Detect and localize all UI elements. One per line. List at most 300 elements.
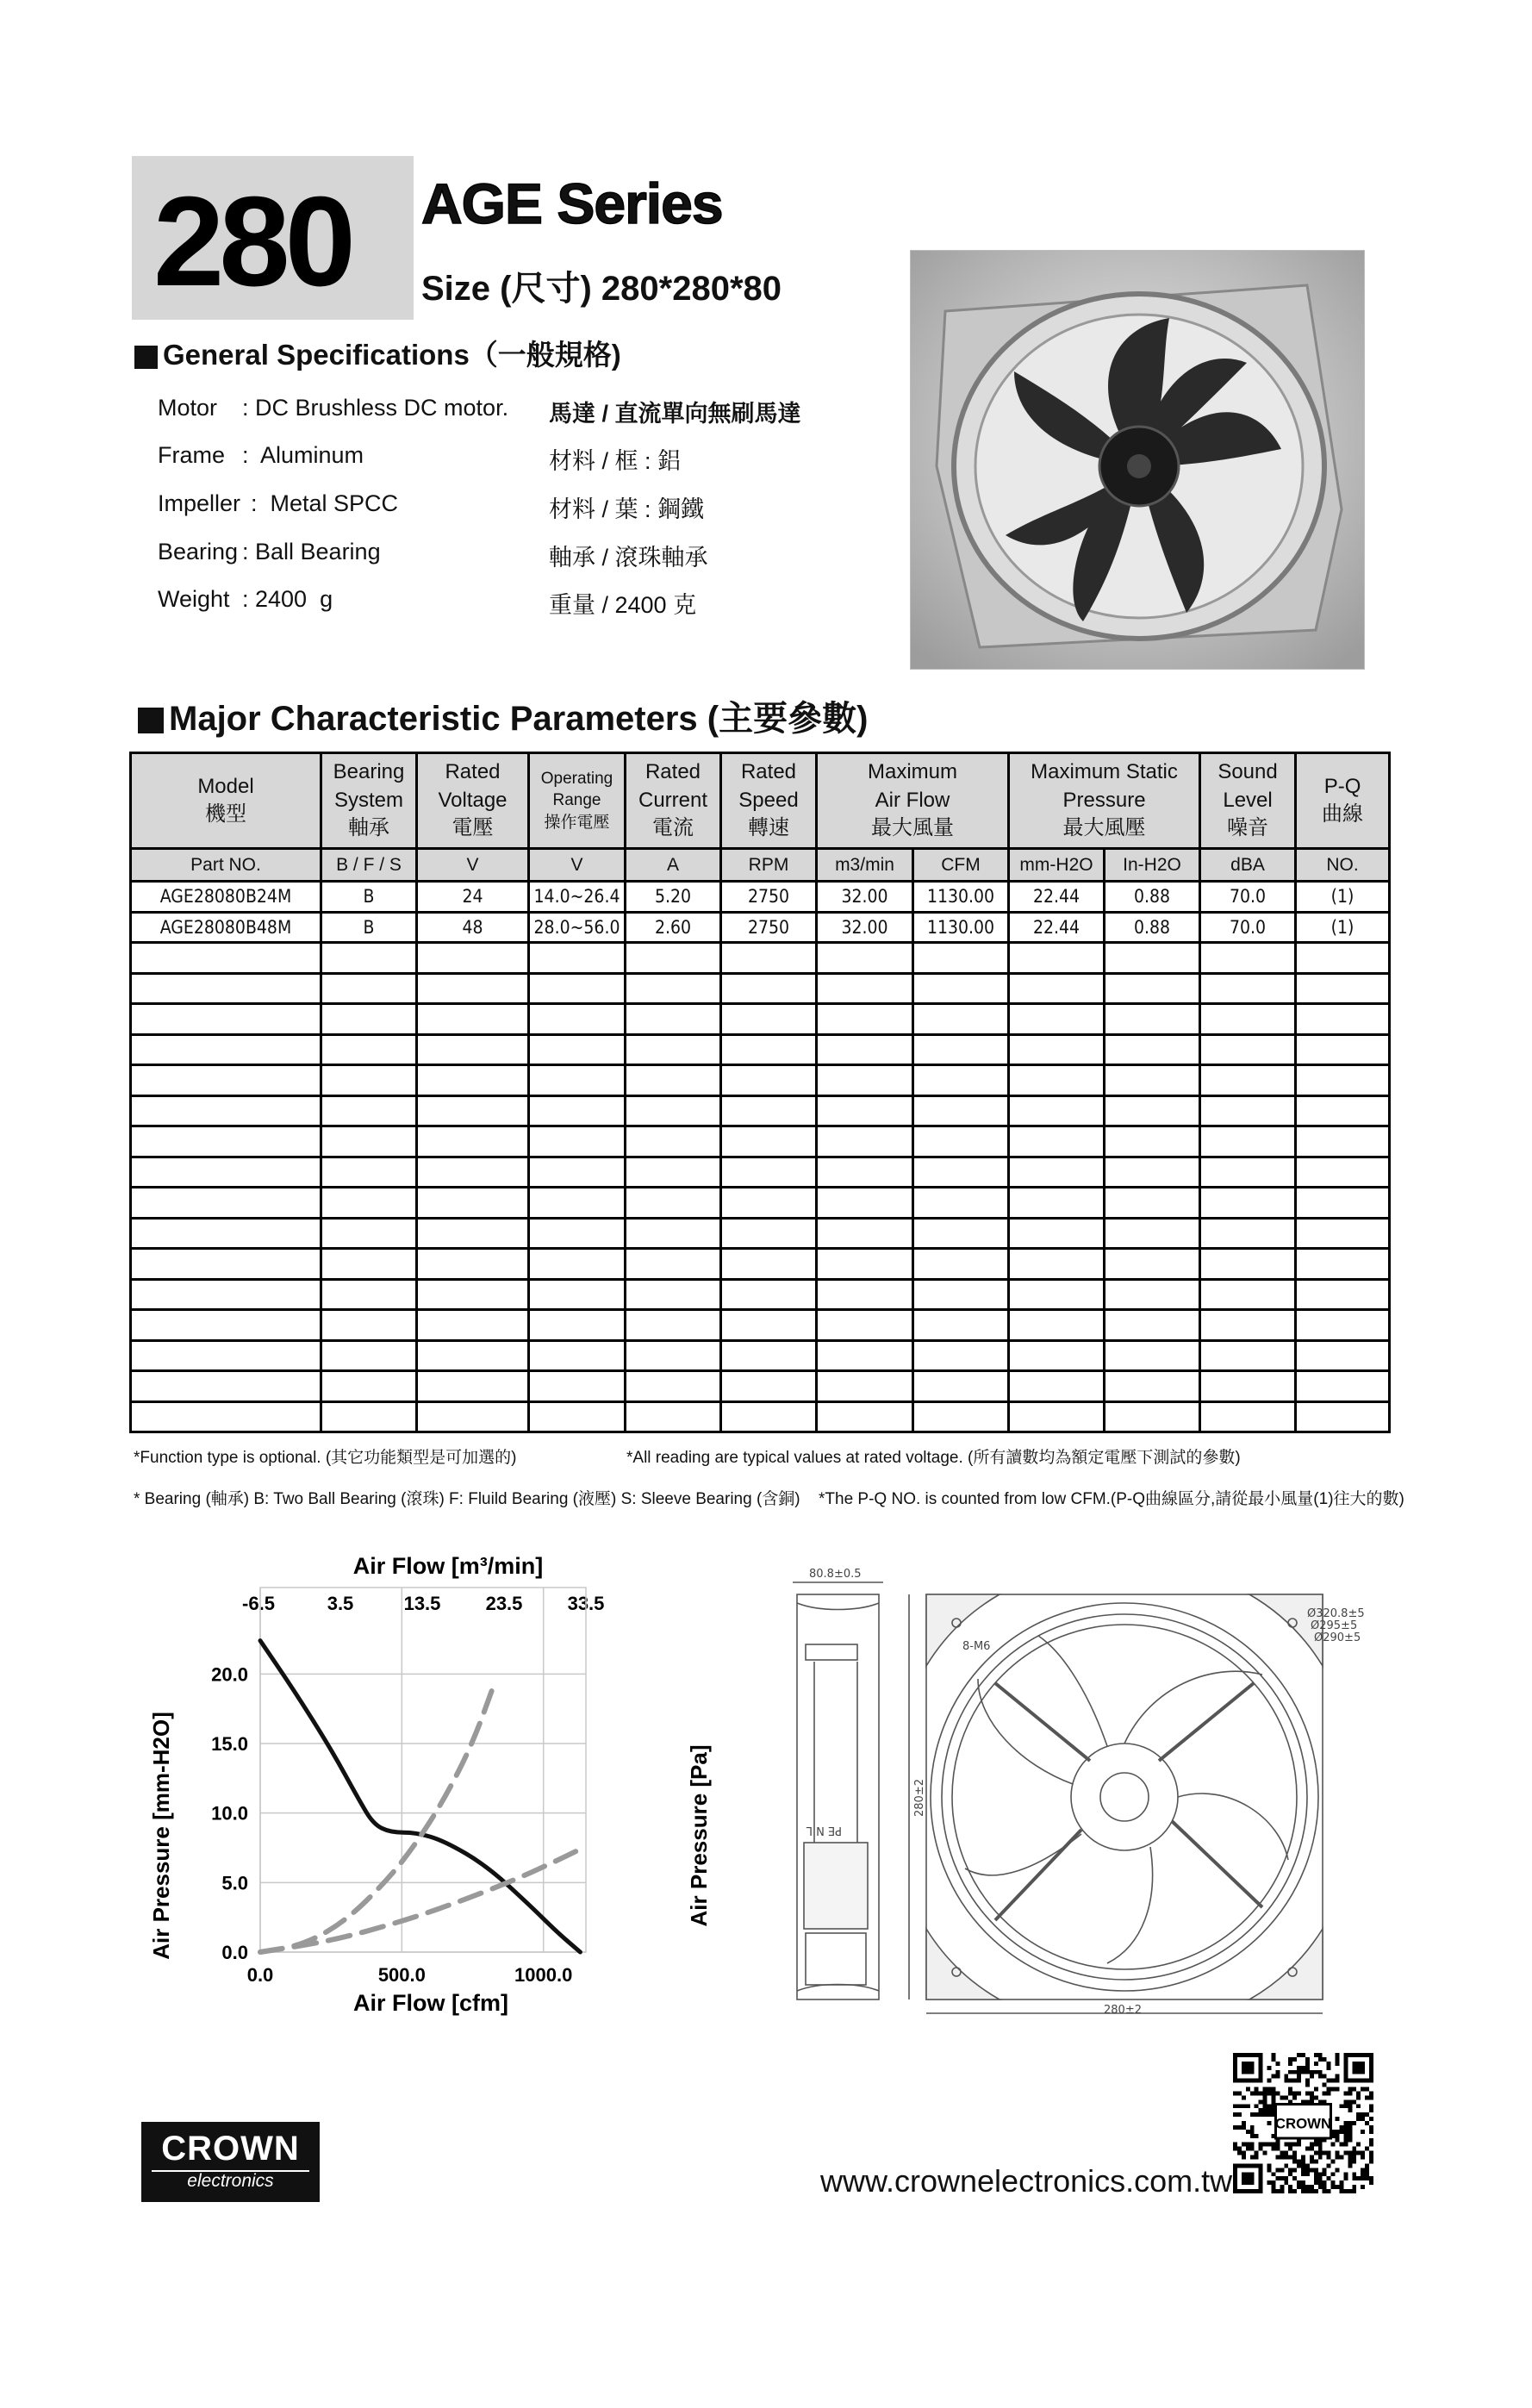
table-cell [817, 1371, 913, 1402]
front-corner [926, 1594, 1000, 1666]
table-cell [1200, 1340, 1296, 1371]
header-operating-range: Operating Range 操作電壓 [529, 753, 626, 849]
table-unit-row [131, 849, 1390, 882]
part-number: AGE28080B24M [131, 882, 321, 913]
table-cell [321, 1004, 417, 1035]
table-cell [417, 1004, 529, 1035]
spec-value-frame: : Aluminum [242, 442, 364, 468]
table-cell [913, 1034, 1009, 1065]
side-motor [806, 1933, 866, 1985]
table-cell [321, 1371, 417, 1402]
table-cell [626, 1157, 721, 1188]
top-tick-label: 23.5 [485, 1593, 523, 1614]
table-cell: 32.00 [817, 882, 913, 913]
table-cell [721, 1340, 817, 1371]
front-corner [1249, 1929, 1323, 1999]
table-cell: 1130.00 [913, 912, 1009, 943]
table-cell [721, 1218, 817, 1249]
blade-line [978, 1679, 1073, 1784]
table-cell [131, 1401, 321, 1432]
table-cell [913, 1340, 1009, 1371]
header-speed: Rated Speed 轉速 [721, 753, 817, 849]
table-cell [131, 1340, 321, 1371]
table-cell [1296, 1310, 1390, 1341]
table-cell: 24 [417, 882, 529, 913]
table-cell [417, 1340, 529, 1371]
table-cell: 28.0~56.0 [529, 912, 626, 943]
table-cell [1200, 1401, 1296, 1432]
table-cell: 0.88 [1105, 882, 1200, 913]
table-cell [913, 1157, 1009, 1188]
table-cell [626, 943, 721, 974]
unit-cell: V [417, 849, 529, 882]
table-cell: (1) [1296, 882, 1390, 913]
table-cell [1009, 1157, 1105, 1188]
table-cell [131, 1034, 321, 1065]
table-cell [817, 1188, 913, 1219]
ring-inner [952, 1625, 1297, 1969]
spec-value-impeller: : Metal SPCC [251, 490, 399, 516]
table-cell [131, 1004, 321, 1035]
table-cell [529, 1157, 626, 1188]
spec-zh-impeller: 材料 / 葉 : 鋼鐵 [549, 496, 705, 522]
front-corner [926, 1929, 1000, 1999]
brand-name: CROWN [161, 2130, 300, 2168]
table-cell [626, 1401, 721, 1432]
table-cell [529, 1126, 626, 1157]
spec-label-frame: Frame [158, 442, 226, 468]
table-cell [721, 1065, 817, 1096]
table-cell [721, 1401, 817, 1432]
table-cell [1296, 1004, 1390, 1035]
table-cell [131, 1157, 321, 1188]
table-row-empty [131, 1249, 1390, 1280]
unit-cell: In-H2O [1105, 849, 1200, 882]
table-row-empty [131, 1401, 1390, 1432]
table-cell [1009, 943, 1105, 974]
table-cell [1200, 943, 1296, 974]
table-cell [626, 1340, 721, 1371]
table-cell [417, 1371, 529, 1402]
table-cell [1296, 1218, 1390, 1249]
chart-x-ticks [247, 1964, 573, 1986]
table-cell [626, 1279, 721, 1310]
chart-y-ticks [211, 1663, 248, 1963]
website-url[interactable]: www.crownelectronics.com.tw [820, 2163, 1233, 2199]
header-voltage: Rated Voltage 電壓 [417, 753, 529, 849]
table-cell [1296, 1065, 1390, 1096]
table-cell [417, 1034, 529, 1065]
table-cell [913, 1249, 1009, 1280]
blade-line [1178, 1794, 1288, 1860]
table-row-empty [131, 943, 1390, 974]
table-cell [321, 1218, 417, 1249]
spec-label-weight: Weight [158, 586, 230, 612]
table-cell [913, 943, 1009, 974]
table-cell [1200, 1157, 1296, 1188]
table-cell [529, 1279, 626, 1310]
table-cell [417, 1157, 529, 1188]
table-cell [913, 1126, 1009, 1157]
table-cell [1200, 1371, 1296, 1402]
table-row-empty [131, 1004, 1390, 1035]
table-cell: 32.00 [817, 912, 913, 943]
table-cell [1009, 1126, 1105, 1157]
table-cell [626, 1065, 721, 1096]
y-tick-label: 10.0 [211, 1802, 248, 1825]
table-cell [529, 1004, 626, 1035]
table-cell [817, 973, 913, 1004]
table-cell [131, 1279, 321, 1310]
table-cell [321, 1126, 417, 1157]
y-tick-label: 5.0 [221, 1872, 248, 1894]
header-bearing: Bearing System 軸承 [321, 753, 417, 849]
table-cell [131, 1065, 321, 1096]
table-cell: 2750 [721, 882, 817, 913]
table-cell [321, 1065, 417, 1096]
table-cell [721, 1249, 817, 1280]
table-cell [913, 1095, 1009, 1126]
table-row [131, 912, 1390, 943]
table-cell [321, 1188, 417, 1219]
table-cell [131, 1095, 321, 1126]
table-cell: 22.44 [1009, 912, 1105, 943]
table-cell [1200, 1126, 1296, 1157]
unit-cell: A [626, 849, 721, 882]
dim-bolt: 8-M6 [962, 1640, 991, 1653]
system-curve-line [260, 1681, 495, 1952]
table-cell [817, 1279, 913, 1310]
table-cell [417, 943, 529, 974]
table-cell [1105, 1034, 1200, 1065]
table-cell [721, 1095, 817, 1126]
empty-rows [131, 943, 1390, 1432]
table-cell [1105, 1065, 1200, 1096]
major-params-heading-text: Major Characteristic Parameters (主要參數) [169, 700, 869, 738]
fan-photo [910, 250, 1365, 670]
table-cell: 5.20 [626, 882, 721, 913]
x-tick-label: 0.0 [246, 1964, 274, 1986]
spec-zh-frame: 材料 / 框 : 鋁 [549, 448, 682, 474]
table-cell [1105, 1340, 1200, 1371]
mechanical-drawing [780, 1558, 1366, 2024]
table-row-empty [131, 1340, 1390, 1371]
strut [995, 1830, 1081, 1920]
table-row-empty [131, 1095, 1390, 1126]
table-cell [817, 1249, 913, 1280]
table-cell [913, 1401, 1009, 1432]
table-cell [529, 1095, 626, 1126]
qr-code-icon [1232, 2053, 1374, 2193]
table-cell: 22.44 [1009, 882, 1105, 913]
header-sound: Sound Level 噪音 [1200, 753, 1296, 849]
table-cell [131, 1249, 321, 1280]
table-cell [1296, 973, 1390, 1004]
table-cell [817, 943, 913, 974]
front-frame [926, 1594, 1323, 1999]
table-cell [913, 1188, 1009, 1219]
note-bearing: * Bearing (軸承) B: Two Ball Bearing (滾珠) F: Fluild Bearing (液壓) S: Sleeve Bearing (含銅) [134, 1490, 800, 1508]
hub-inner [1100, 1773, 1149, 1821]
table-cell: B [321, 912, 417, 943]
table-cell [817, 1095, 913, 1126]
table-cell [1105, 1218, 1200, 1249]
table-cell [321, 1249, 417, 1280]
unit-cell: m3/min [817, 849, 913, 882]
table-header-row [131, 753, 1390, 849]
unit-cell: dBA [1200, 849, 1296, 882]
table-cell [913, 1310, 1009, 1341]
note-reading: *All reading are typical values at rated voltage. (所有讀數均為額定電壓下測試的參數) [626, 1449, 1241, 1467]
table-cell [913, 973, 1009, 1004]
table-cell [417, 1126, 529, 1157]
table-cell [1105, 1249, 1200, 1280]
table-cell [1009, 1218, 1105, 1249]
table-row-empty [131, 1034, 1390, 1065]
table-cell [529, 1034, 626, 1065]
table-row-empty [131, 1188, 1390, 1219]
table-row-empty [131, 1279, 1390, 1310]
table-cell [1009, 1004, 1105, 1035]
top-tick-label: 13.5 [403, 1593, 441, 1614]
table-row-empty [131, 1126, 1390, 1157]
series-title: AGE Series [421, 172, 723, 235]
general-spec-heading [134, 333, 621, 373]
table-cell [321, 943, 417, 974]
table-cell [1200, 1218, 1296, 1249]
table-cell [131, 943, 321, 974]
table-cell [1009, 1279, 1105, 1310]
side-flange [797, 1603, 879, 1610]
table-cell [1009, 1371, 1105, 1402]
table-cell [1296, 1188, 1390, 1219]
table-cell [417, 1249, 529, 1280]
table-cell [626, 1004, 721, 1035]
table-row-empty [131, 1157, 1390, 1188]
table-cell [626, 1126, 721, 1157]
table-cell [1105, 1310, 1200, 1341]
table-cell [721, 1157, 817, 1188]
table-cell [721, 1188, 817, 1219]
table-cell [1009, 1340, 1105, 1371]
table-cell [321, 1034, 417, 1065]
dim-w: 280±2 [1104, 2004, 1142, 2017]
table-cell [1200, 1279, 1296, 1310]
table-cell [1009, 1095, 1105, 1126]
table-cell [1009, 1034, 1105, 1065]
table-cell [417, 1310, 529, 1341]
terminal-label: PE N L [806, 1824, 842, 1837]
table-cell [721, 1279, 817, 1310]
header-pq: P-Q 曲線 [1296, 753, 1390, 849]
unit-cell: V [529, 849, 626, 882]
table-cell: 70.0 [1200, 912, 1296, 943]
table-cell [1296, 1034, 1390, 1065]
table-cell [1200, 973, 1296, 1004]
table-cell [1200, 1188, 1296, 1219]
pq-chart [138, 1543, 793, 2025]
table-cell [417, 1279, 529, 1310]
table-row-empty [131, 973, 1390, 1004]
x-tick-label: 1000.0 [514, 1964, 573, 1986]
unit-cell: Part NO. [131, 849, 321, 882]
table-cell [817, 1065, 913, 1096]
chart-series [260, 1641, 586, 1952]
dim-h: 280±2 [913, 1779, 926, 1817]
table-cell [417, 1218, 529, 1249]
table-cell [817, 1034, 913, 1065]
table-cell [721, 1034, 817, 1065]
unit-cell: B / F / S [321, 849, 417, 882]
table-cell [1296, 1095, 1390, 1126]
table-cell [626, 973, 721, 1004]
table-cell [529, 1310, 626, 1341]
table-cell [1009, 1249, 1105, 1280]
chart-top-xlabel: Air Flow [m³/min] [352, 1553, 544, 1579]
table-cell [626, 1095, 721, 1126]
table-cell [1009, 1401, 1105, 1432]
table-cell [529, 943, 626, 974]
table-cell [626, 1310, 721, 1341]
table-cell [417, 973, 529, 1004]
chart-top-ticks [242, 1593, 604, 1614]
part-number: AGE28080B48M [131, 912, 321, 943]
table-cell [913, 1004, 1009, 1035]
table-cell [913, 1065, 1009, 1096]
top-tick-label: 3.5 [327, 1593, 354, 1614]
table-cell [913, 1218, 1009, 1249]
strut [995, 1683, 1090, 1761]
top-tick-label: -6.5 [242, 1593, 275, 1614]
table-cell [817, 1218, 913, 1249]
spec-value-bearing: : Ball Bearing [242, 539, 381, 565]
table-cell: 70.0 [1200, 882, 1296, 913]
table-cell [1009, 1065, 1105, 1096]
table-cell [721, 1371, 817, 1402]
table-cell [817, 1157, 913, 1188]
chart-xlabel: Air Flow [cfm] [353, 1990, 508, 2016]
table-cell [529, 1371, 626, 1402]
table-cell [1296, 1371, 1390, 1402]
table-cell [131, 1310, 321, 1341]
table-cell [1009, 1310, 1105, 1341]
table-cell [529, 1340, 626, 1371]
table-cell [529, 1188, 626, 1219]
table-cell [913, 1279, 1009, 1310]
x-tick-label: 500.0 [377, 1964, 426, 1986]
chart-grid [260, 1588, 586, 1952]
table-cell [1296, 1401, 1390, 1432]
table-cell [1105, 943, 1200, 974]
spec-label-bearing: Bearing [158, 539, 239, 565]
general-spec-heading-text: General Specifications（一般規格) [163, 339, 621, 371]
table-cell: 48 [417, 912, 529, 943]
unit-cell: RPM [721, 849, 817, 882]
table-cell [1105, 1095, 1200, 1126]
table-cell [1009, 1188, 1105, 1219]
table-cell: (1) [1296, 912, 1390, 943]
terminal-box [804, 1843, 868, 1929]
model-number: 280 [153, 171, 351, 313]
square-bullet-icon [138, 708, 164, 733]
crown-logo [141, 2122, 320, 2202]
table-cell [131, 1126, 321, 1157]
header-model: Model 機型 [131, 753, 321, 849]
chart-right-ylabel: Air Pressure [Pa] [686, 1744, 712, 1927]
table-cell [321, 1095, 417, 1126]
table-cell [131, 1188, 321, 1219]
ring-mid [942, 1614, 1307, 1980]
table-cell [1296, 1279, 1390, 1310]
side-rib [806, 1644, 857, 1660]
table-cell [1009, 973, 1105, 1004]
table-cell [626, 1218, 721, 1249]
unit-cell: NO. [1296, 849, 1390, 882]
brand-sub: electronics [152, 2170, 309, 2191]
square-bullet-icon [134, 346, 158, 369]
spec-zh-weight: 重量 / 2400 克 [549, 592, 697, 618]
table-cell: 0.88 [1105, 912, 1200, 943]
table-cell [321, 1157, 417, 1188]
table-cell [1200, 1095, 1296, 1126]
table-cell [1200, 1034, 1296, 1065]
table-cell: 2.60 [626, 912, 721, 943]
table-cell [1296, 943, 1390, 974]
table-cell: 14.0~26.4 [529, 882, 626, 913]
table-cell [1105, 1371, 1200, 1402]
table-cell [131, 973, 321, 1004]
chart-ylabel: Air Pressure [mm-H2O] [148, 1712, 174, 1960]
qr-label: CROWN [1274, 2115, 1332, 2132]
table-cell [1105, 1126, 1200, 1157]
table-cell [1200, 1004, 1296, 1035]
table-cell [321, 973, 417, 1004]
table-row-empty [131, 1371, 1390, 1402]
table-cell [817, 1310, 913, 1341]
spec-label-motor: Motor [158, 395, 218, 421]
fan-image-icon [911, 251, 1364, 669]
table-cell [1296, 1157, 1390, 1188]
pq-curve-line [260, 1641, 580, 1952]
table-row-empty [131, 1218, 1390, 1249]
strut [1159, 1683, 1254, 1761]
spec-label-impeller: Impeller [158, 490, 241, 516]
y-tick-label: 20.0 [211, 1663, 248, 1686]
table-cell [529, 1249, 626, 1280]
dim-width: 80.8±0.5 [809, 1568, 862, 1581]
table-cell [1296, 1249, 1390, 1280]
table-cell [131, 1371, 321, 1402]
table-cell [817, 1340, 913, 1371]
table-cell [626, 1249, 721, 1280]
table-cell [529, 1218, 626, 1249]
table-cell [1296, 1340, 1390, 1371]
ring-outer [931, 1603, 1318, 1991]
table-cell [721, 943, 817, 974]
dim-d2: Ø295±5 [1311, 1619, 1358, 1632]
table-cell [817, 1004, 913, 1035]
table-cell [913, 1371, 1009, 1402]
major-params-heading [138, 691, 868, 740]
table-cell [1200, 1249, 1296, 1280]
table-cell [721, 1004, 817, 1035]
blade-line [1038, 1636, 1107, 1746]
table-cell [417, 1188, 529, 1219]
spec-zh-bearing: 軸承 / 滾珠軸承 [549, 545, 708, 571]
table-row [131, 882, 1390, 913]
note-pq: *The P-Q NO. is counted from low CFM.(P-Q曲線區分,請從最小風量(1)往大的數) [819, 1490, 1404, 1508]
table-cell [1105, 1401, 1200, 1432]
